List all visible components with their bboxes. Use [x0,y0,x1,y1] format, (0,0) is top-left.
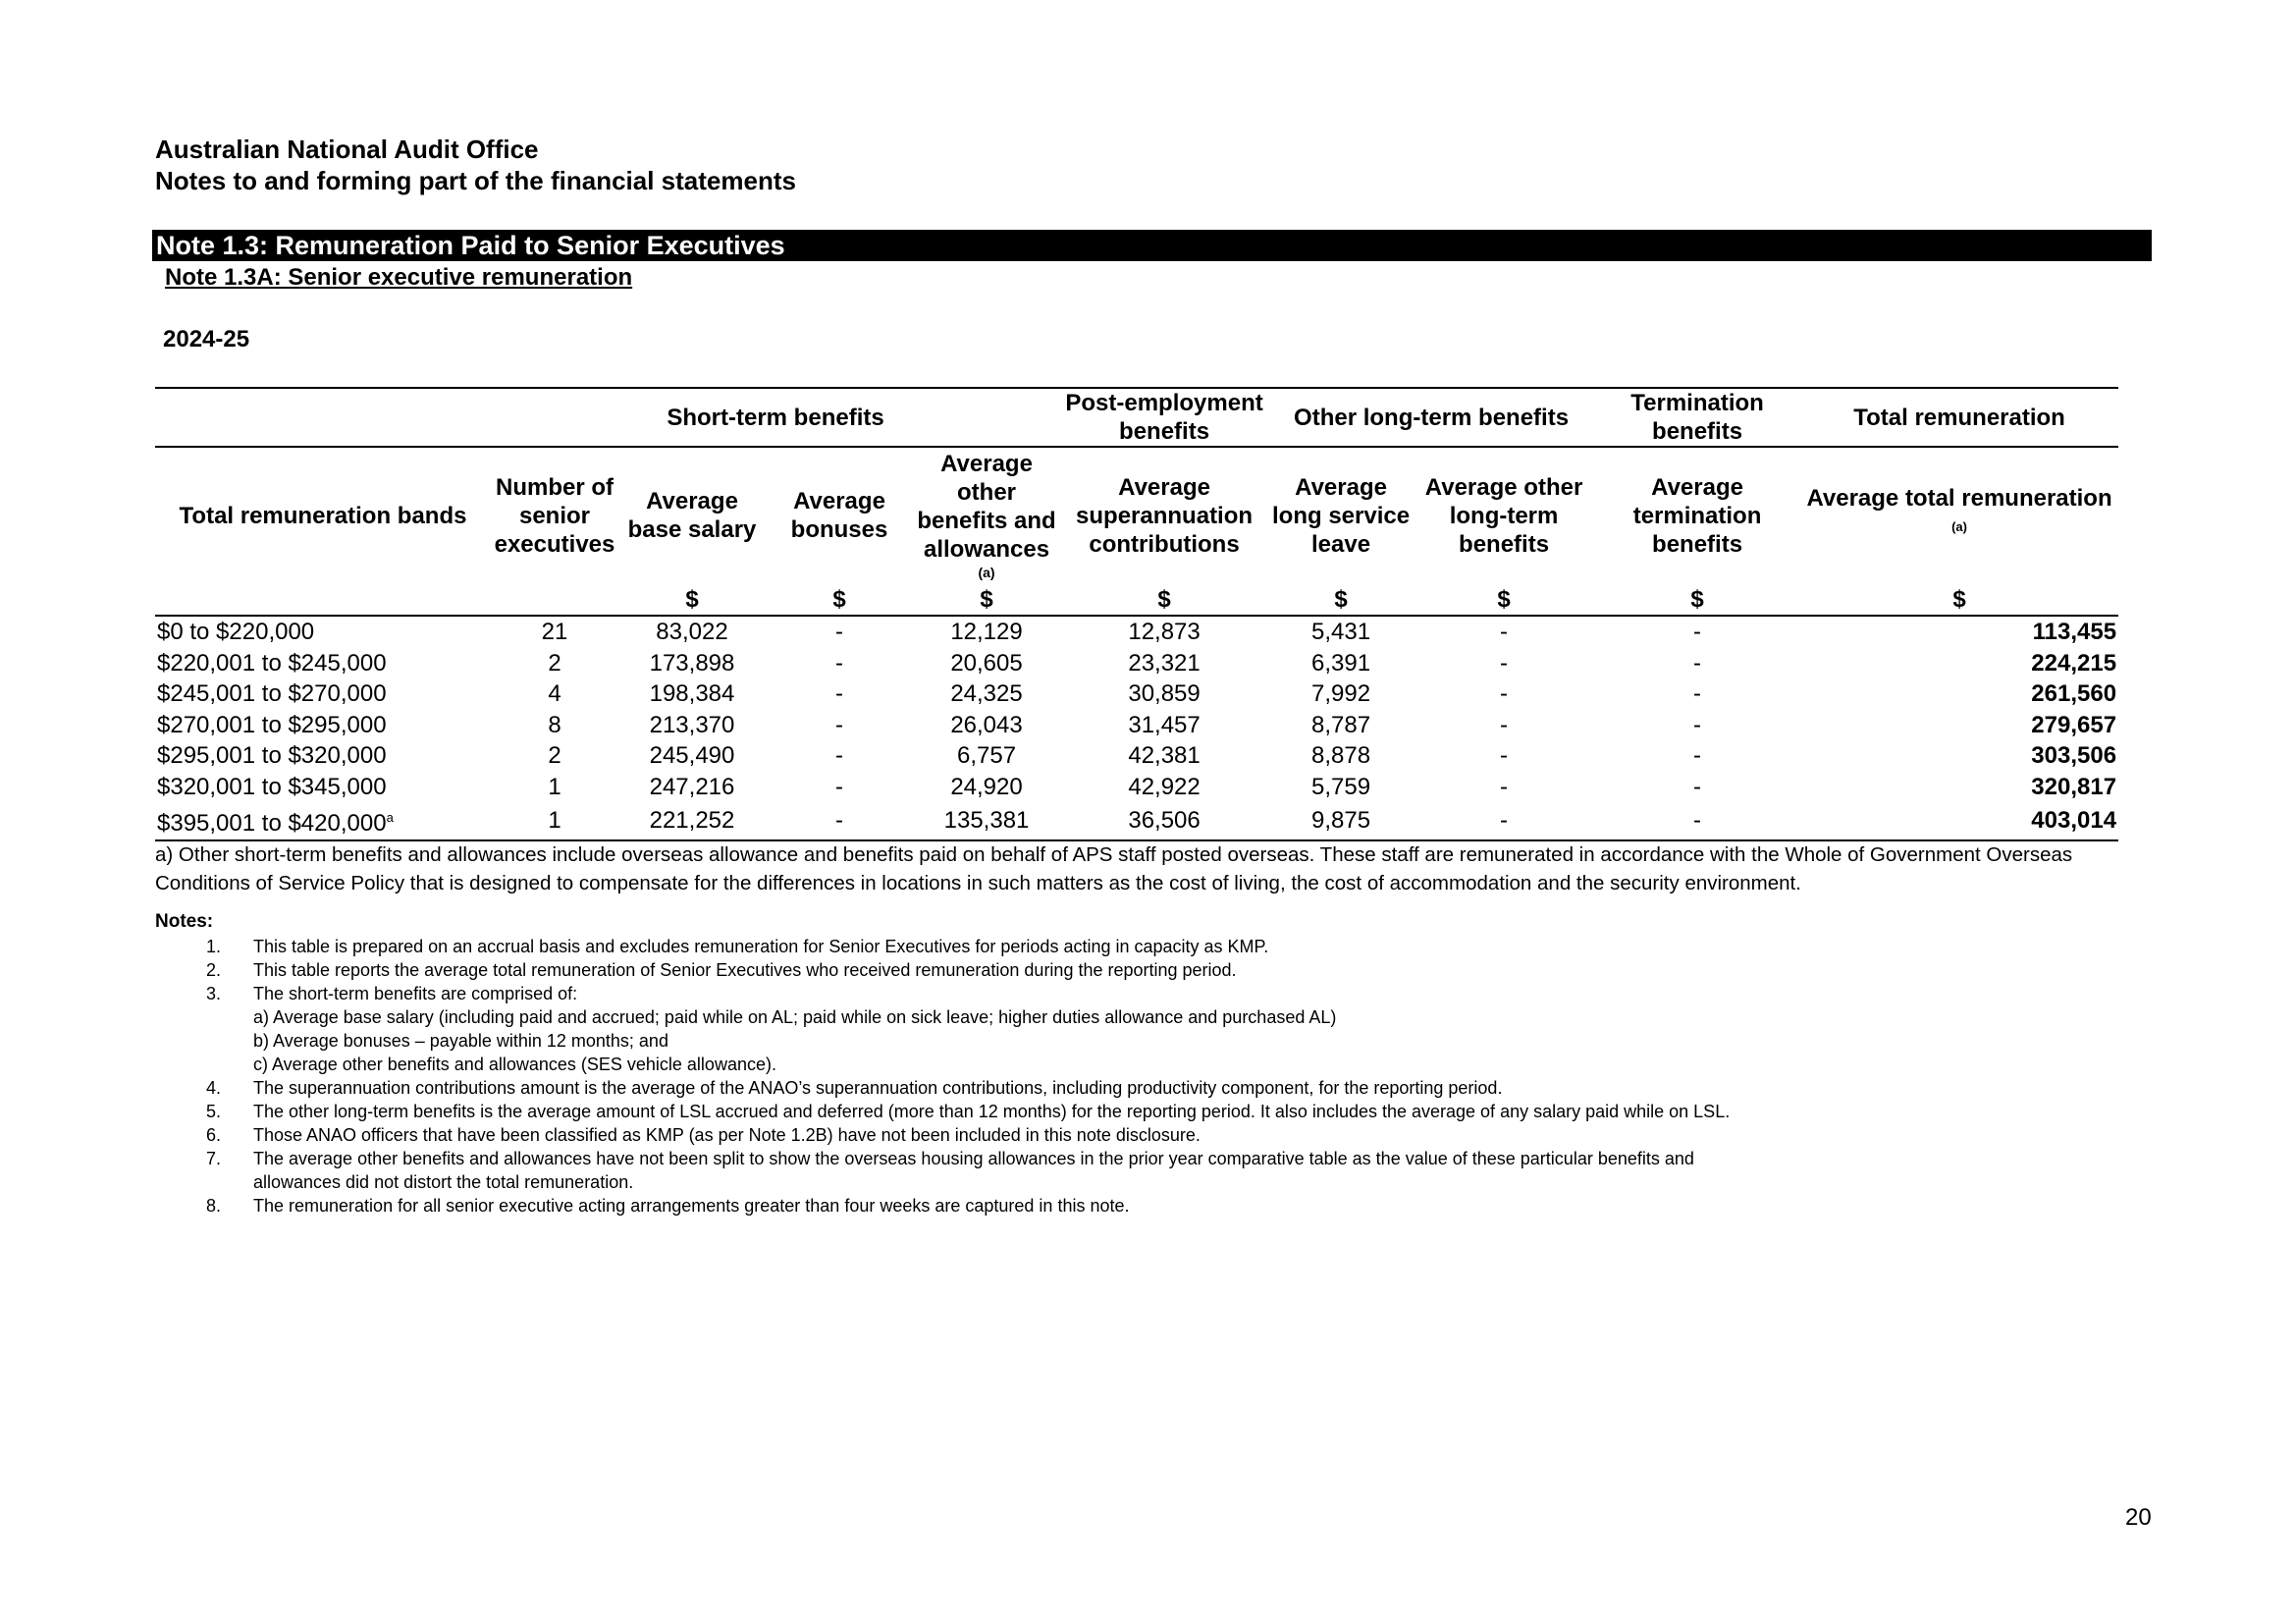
lsl-cell [1268,740,1414,772]
note-number: 5. [206,1102,222,1121]
note-item [155,982,2118,1076]
other-benefits-cell [913,616,1060,648]
other-benefits-cell [913,678,1060,710]
note-title: Note 1.3: Remuneration Paid to Senior Executives [156,231,785,260]
band-cell [155,678,491,710]
lsl-cell-value: 5,431 [1311,619,1371,645]
note-number: 8. [206,1196,222,1216]
group-header-row [155,388,2118,447]
other-long-term-cell [1414,648,1594,679]
other-benefits-cell [913,710,1060,741]
other-long-term-cell-value: - [1500,742,1509,769]
table-row [155,740,2118,772]
base-salary-cell [618,678,766,710]
super-cell-value: 12,873 [1128,619,1201,645]
other-benefits-cell-value: 12,129 [950,619,1023,645]
band-cell [155,648,491,679]
lsl-cell-value: 9,875 [1311,807,1371,834]
currency-label: $ [1594,583,1800,616]
number-cell-value: 1 [548,773,561,800]
col-number: Number of senior executives [494,473,615,558]
col-bonuses: Average bonuses [790,488,888,543]
note-number: 6. [206,1125,222,1145]
group-other-long-term: Other long-term benefits [1268,388,1594,447]
bonus-cell-value: - [835,649,843,677]
band-cell [155,710,491,741]
other-benefits-cell [913,772,1060,803]
col-other-benefits-label: Average other benefits and allowances [917,451,1056,563]
table-row [155,772,2118,803]
table-row [155,678,2118,710]
note-item [155,1100,2118,1123]
note-number: 3. [206,984,222,1003]
remuneration-table [155,387,2118,841]
band-cell [155,802,491,840]
super-cell [1060,740,1268,772]
group-termination: Termination benefits [1594,388,1800,447]
lsl-cell-value: 7,992 [1311,680,1371,707]
lsl-cell-value: 8,878 [1311,742,1371,769]
number-cell [491,678,618,710]
other-benefits-cell-value: 24,325 [950,680,1023,707]
other-benefits-cell [913,802,1060,840]
super-cell [1060,616,1268,648]
other-benefits-cell-value: 135,381 [943,807,1030,834]
currency-label: $ [766,583,913,616]
group-total: Total remuneration [1800,388,2118,447]
group-short-term: Short-term benefits [491,388,1060,447]
statement-subtitle: Notes to and forming part of the financial statements [155,166,796,195]
note-text: The remuneration for all senior executive acting arrangements greater than four weeks are captured in this note. [253,1196,1130,1216]
super-cell [1060,802,1268,840]
col-total-footnote: (a) [1951,519,1967,534]
termination-cell-value: - [1693,649,1702,677]
total-cell-value: 113,455 [2032,619,2117,645]
lsl-cell-value: 5,759 [1311,773,1371,800]
total-cell [1800,710,2118,741]
bonus-cell [766,648,913,679]
currency-label: $ [1060,583,1268,616]
table-row [155,710,2118,741]
number-cell [491,710,618,741]
note-text: The average other benefits and allowances have not been split to show the overseas housing allowances in the prior year comparative table as the value of these particular benefits and [253,1149,1694,1168]
note-item [155,1076,2118,1100]
termination-cell-value: - [1693,711,1702,738]
note-text: Those ANAO officers that have been classified as KMP (as per Note 1.2B) have not been included in this note disclosure. [253,1125,1201,1145]
total-cell [1800,772,2118,803]
col-other-long-term: Average other long-term benefits [1424,473,1583,558]
footnote-a: a) Other short-term benefits and allowances include overseas allowance and benefits paid on behalf of APS staff posted overseas. These staff are remunerated in accordance with the Whole of Government Overseas Conditions of Service Policy that is designed to compensate for the differences in locations in such matters as the cost of living, the cost of accommodation and the security environment. [155,843,2073,894]
bonus-cell-value: - [835,680,843,707]
other-benefits-cell-value: 6,757 [956,742,1017,769]
super-cell-value: 42,922 [1128,773,1201,800]
total-cell-value: 320,817 [2031,773,2117,800]
band-cell-value: $0 to $220,000 [157,619,315,645]
bonus-cell [766,710,913,741]
currency-label: $ [1800,583,2118,616]
lsl-cell [1268,678,1414,710]
lsl-cell [1268,802,1414,840]
col-total-label: Average total remuneration [1806,485,2112,512]
total-cell-value: 279,657 [2031,711,2117,738]
termination-cell-value: - [1693,742,1702,769]
super-cell-value: 23,321 [1128,649,1201,677]
band-cell-value: $270,001 to $295,000 [157,711,387,738]
total-cell-value: 403,014 [2031,807,2117,834]
base-salary-cell [618,772,766,803]
lsl-cell-value: 6,391 [1311,649,1371,677]
reporting-year: 2024-25 [163,326,250,352]
lsl-cell-value: 8,787 [1311,711,1371,738]
note-text: allowances did not distort the total remuneration. [253,1172,634,1192]
super-cell-value: 31,457 [1128,711,1201,738]
band-cell-value: $320,001 to $345,000 [157,773,387,800]
termination-cell [1594,740,1800,772]
number-cell [491,648,618,679]
col-base-salary: Average base salary [627,488,757,543]
column-header-row [155,447,2118,583]
lsl-cell [1268,710,1414,741]
notes-title: Notes: [155,911,214,932]
col-total [1800,447,2118,583]
currency-label: $ [618,583,766,616]
other-long-term-cell [1414,802,1594,840]
other-benefits-cell [913,648,1060,679]
col-other-benefits [913,447,1060,583]
super-cell [1060,772,1268,803]
number-cell [491,740,618,772]
number-cell-value: 21 [541,619,568,645]
note-item [155,1123,2118,1147]
currency-label: $ [1414,583,1594,616]
col-other-benefits-footnote: (a) [978,565,995,580]
termination-cell [1594,772,1800,803]
table-row [155,802,2118,840]
other-long-term-cell-value: - [1500,649,1509,677]
org-name: Australian National Audit Office [155,135,539,164]
total-cell [1800,740,2118,772]
other-long-term-cell [1414,710,1594,741]
title-bar-tab [2116,255,2152,261]
other-long-term-cell-value: - [1500,619,1509,645]
termination-cell [1594,710,1800,741]
super-cell [1060,678,1268,710]
super-cell [1060,648,1268,679]
note-title-bar [152,230,2152,261]
total-cell-value: 224,215 [2031,649,2117,677]
termination-cell [1594,678,1800,710]
base-salary-cell-value: 213,370 [649,711,735,738]
super-cell-value: 30,859 [1128,680,1201,707]
note-text: The other long-term benefits is the average amount of LSL accrued and deferred (more than 12 months) for the reporting period. It also includes the average of any salary paid while on LSL. [253,1102,1731,1121]
base-salary-cell-value: 173,898 [649,649,735,677]
note-number: 4. [206,1078,222,1098]
total-cell [1800,616,2118,648]
number-cell-value: 8 [548,711,561,738]
other-long-term-cell-value: - [1500,680,1509,707]
currency-label: $ [1268,583,1414,616]
note-number: 1. [206,937,222,956]
base-salary-cell-value: 83,022 [656,619,728,645]
note-number: 7. [206,1149,222,1168]
total-cell [1800,802,2118,840]
note-item [155,935,2118,958]
note-text: This table is prepared on an accrual basis and excludes remuneration for Senior Executives for periods acting in capacity as KMP. [253,937,1269,956]
lsl-cell [1268,616,1414,648]
currency-row [155,583,2118,616]
total-cell-value: 303,506 [2031,742,2117,769]
termination-cell-value: - [1693,619,1702,645]
base-salary-cell-value: 221,252 [649,807,735,834]
termination-cell-value: - [1693,773,1702,800]
col-lsl: Average long service leave [1272,473,1411,558]
note-number: 2. [206,960,222,980]
other-long-term-cell [1414,678,1594,710]
number-cell [491,616,618,648]
other-benefits-cell [913,740,1060,772]
other-long-term-cell [1414,772,1594,803]
other-benefits-cell-value: 26,043 [950,711,1023,738]
base-salary-cell [618,648,766,679]
bonus-cell-value: - [835,711,843,738]
col-super: Average superannuation contributions [1076,473,1254,558]
band-cell [155,772,491,803]
note-item [155,1147,2118,1194]
base-salary-cell [618,710,766,741]
col-termination: Average termination benefits [1632,473,1762,558]
table-row [155,648,2118,679]
termination-cell-value: - [1693,680,1702,707]
table-row [155,616,2118,648]
bonus-cell [766,740,913,772]
note-item [155,1194,2118,1218]
number-cell-value: 2 [548,649,561,677]
termination-cell-value: - [1693,807,1702,834]
col-bands: Total remuneration bands [179,502,467,529]
note-item [155,958,2118,982]
note-text: The short-term benefits are comprised of: [253,984,578,1003]
total-cell-value: 261,560 [2031,680,2117,707]
page-number: 20 [2125,1504,2152,1531]
number-cell [491,802,618,840]
total-cell [1800,678,2118,710]
band-cell-value: $395,001 to $420,000 [157,810,387,837]
bonus-cell-value: - [835,619,843,645]
other-long-term-cell-value: - [1500,711,1509,738]
base-salary-cell-value: 245,490 [649,742,735,769]
super-cell-value: 36,506 [1128,807,1201,834]
bonus-cell [766,802,913,840]
other-long-term-cell [1414,616,1594,648]
note-text: c) Average other benefits and allowances (SES vehicle allowance). [253,1055,776,1074]
bonus-cell-value: - [835,807,843,834]
subnote-title: Note 1.3A: Senior executive remuneration [165,264,633,291]
bonus-cell [766,678,913,710]
band-footnote-marker: a [386,810,394,825]
super-cell [1060,710,1268,741]
number-cell [491,772,618,803]
number-cell-value: 2 [548,742,561,769]
base-salary-cell [618,740,766,772]
base-salary-cell [618,802,766,840]
number-cell-value: 1 [548,807,561,834]
termination-cell [1594,802,1800,840]
termination-cell [1594,648,1800,679]
bonus-cell [766,616,913,648]
termination-cell [1594,616,1800,648]
base-salary-cell-value: 198,384 [649,680,735,707]
other-benefits-cell-value: 24,920 [950,773,1023,800]
band-cell-value: $220,001 to $245,000 [157,649,387,677]
other-long-term-cell-value: - [1500,807,1509,834]
total-cell [1800,648,2118,679]
other-long-term-cell [1414,740,1594,772]
note-text: a) Average base salary (including paid and accrued; paid while on AL; paid while on sick leave; higher duties allowance and purchased AL) [253,1007,1337,1027]
band-cell-value: $245,001 to $270,000 [157,680,387,707]
band-cell [155,740,491,772]
notes-list [155,935,2118,1218]
lsl-cell [1268,772,1414,803]
band-cell [155,616,491,648]
base-salary-cell [618,616,766,648]
group-post-employment: Post-employment benefits [1060,388,1268,447]
other-benefits-cell-value: 20,605 [950,649,1023,677]
base-salary-cell-value: 247,216 [649,773,735,800]
document-header [155,134,796,196]
note-text: The superannuation contributions amount is the average of the ANAO’s superannuation contributions, including productivity component, for the reporting period. [253,1078,1503,1098]
band-cell-value: $295,001 to $320,000 [157,742,387,769]
bonus-cell [766,772,913,803]
note-text: b) Average bonuses – payable within 12 months; and [253,1031,668,1051]
number-cell-value: 4 [548,680,561,707]
lsl-cell [1268,648,1414,679]
other-long-term-cell-value: - [1500,773,1509,800]
super-cell-value: 42,381 [1128,742,1201,769]
bonus-cell-value: - [835,742,843,769]
bonus-cell-value: - [835,773,843,800]
currency-label: $ [913,583,1060,616]
note-text: This table reports the average total remuneration of Senior Executives who received remuneration during the reporting period. [253,960,1237,980]
